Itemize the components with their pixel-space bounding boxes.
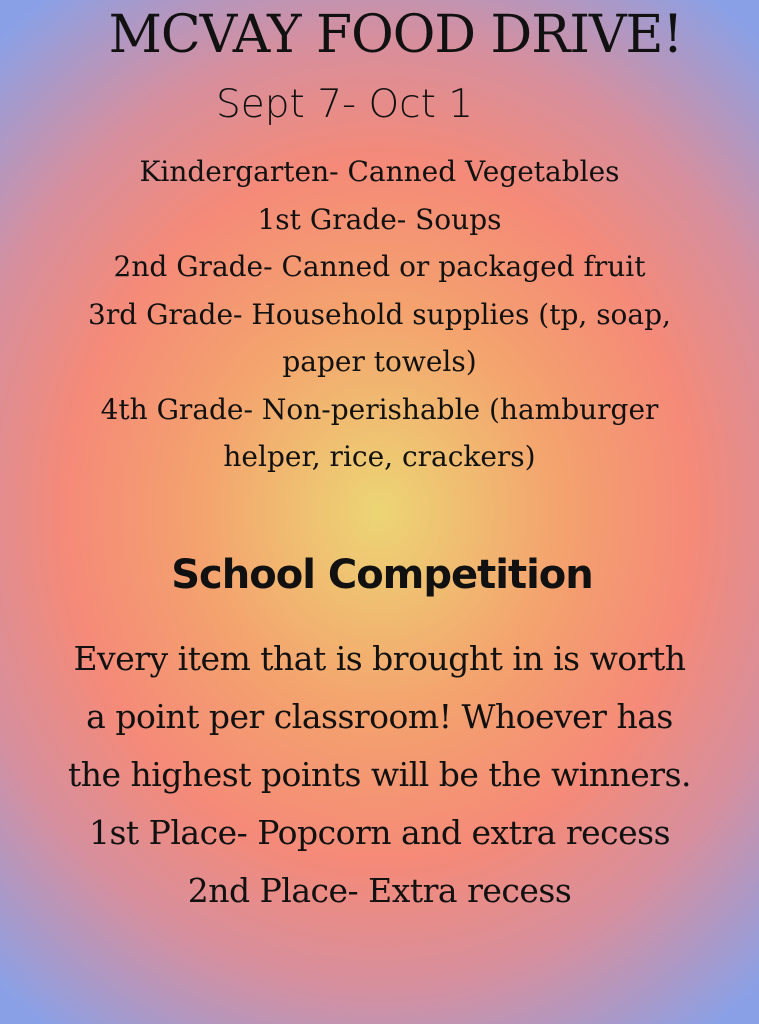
- competition-details: [0, 630, 759, 920]
- poster-title: MCVAY FOOD DRIVE!: [108, 5, 683, 65]
- first-place-prize: 1st Place- Popcorn and extra recess: [88, 813, 671, 852]
- competition-line-1: Every item that is brought in is worth: [73, 639, 686, 678]
- grade-line-2nd: 2nd Grade- Canned or packaged fruit: [113, 250, 646, 283]
- grade-line-3rd-cont: paper towels): [282, 345, 477, 378]
- grade-line-4th: 4th Grade- Non-perishable (hamburger: [100, 392, 659, 426]
- grade-line-3rd: 3rd Grade- Household supplies (tp, soap,: [88, 297, 671, 331]
- grade-line-4th-cont: helper, rice, crackers): [223, 440, 536, 473]
- event-dates: Sept 7- Oct 1: [216, 82, 474, 127]
- competition-line-2: a point per classroom! Whoever has: [86, 697, 673, 736]
- grade-line-1st: 1st Grade- Soups: [257, 202, 502, 236]
- grade-assignments: [0, 148, 759, 481]
- competition-heading: School Competition: [171, 552, 593, 598]
- competition-line-3: the highest points will be the winners.: [67, 755, 692, 794]
- second-place-prize: 2nd Place- Extra recess: [187, 871, 572, 910]
- grade-line-kindergarten: Kindergarten- Canned Vegetables: [139, 155, 620, 188]
